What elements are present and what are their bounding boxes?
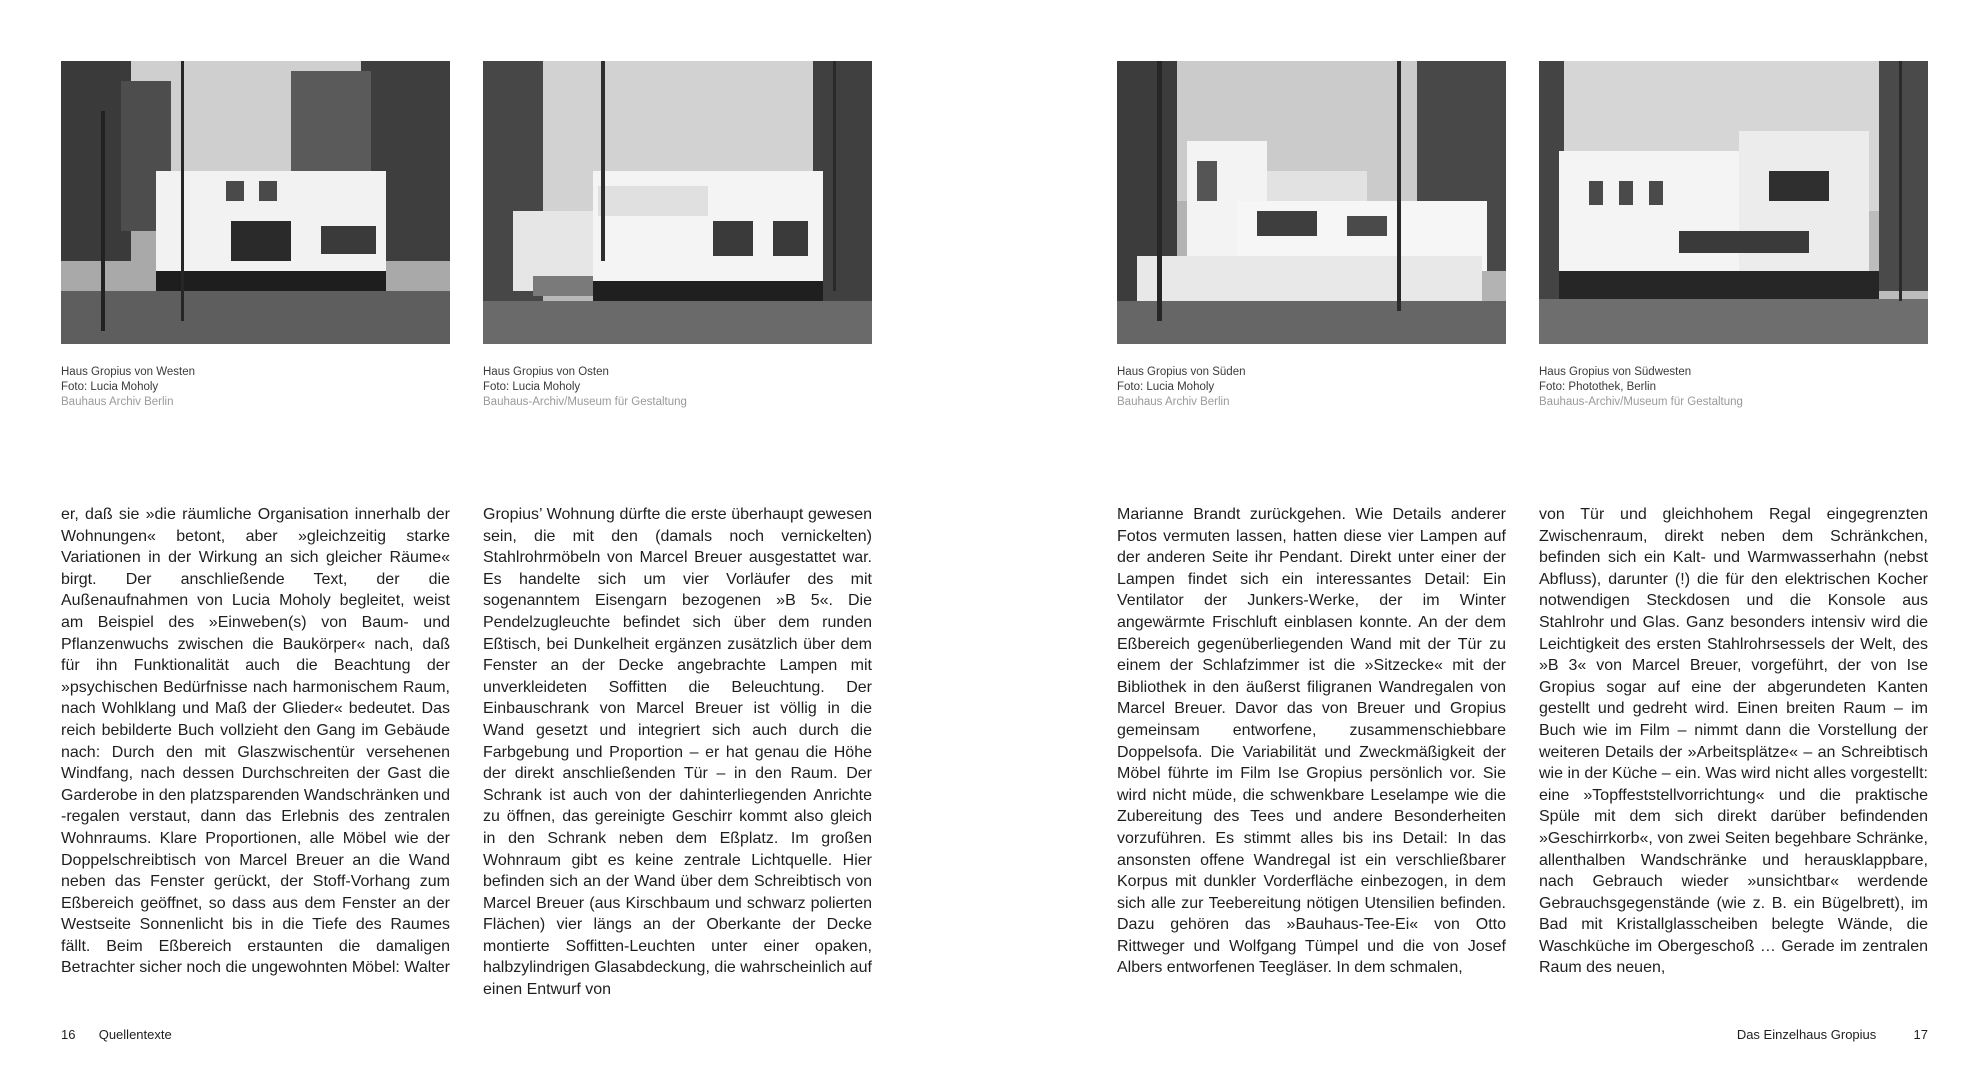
photo-house-west (61, 61, 450, 344)
running-section-title: Das Einzelhaus Gropius (1736, 1027, 1877, 1042)
caption-credit: Foto: Photothek, Berlin (1539, 381, 1656, 393)
caption-title: Haus Gropius von Osten (483, 366, 609, 378)
page-footer-right (1728, 1027, 1928, 1043)
page-number: 16 (61, 1027, 76, 1042)
photo-caption-south (1117, 365, 1506, 410)
photo-caption-southwest (1539, 365, 1928, 410)
photo-house-east (483, 61, 872, 344)
caption-title: Haus Gropius von Westen (61, 366, 196, 378)
caption-title: Haus Gropius von Süden (1117, 366, 1246, 378)
photo-caption-east (483, 365, 872, 410)
caption-title: Haus Gropius von Südwesten (1539, 366, 1692, 378)
caption-credit: Foto: Lucia Moholy (483, 381, 581, 393)
caption-archive: Bauhaus Archiv Berlin (61, 396, 174, 408)
caption-archive: Bauhaus-Archiv/Museum für Gestaltung (1539, 396, 1743, 408)
running-section-title: Quellentexte (98, 1027, 172, 1042)
caption-credit: Foto: Lucia Moholy (61, 381, 159, 393)
house-west-photo (61, 61, 450, 344)
page-footer-left (61, 1027, 172, 1043)
body-text-column-2: Gropius’ Wohnung dürfte die erste überhaupt gewesen sein, die mit den (damals noch vernickelten) Stahlrohrmöbeln von Marcel Breuer ausgestattet war. Es handelte sich um vier Vorläufer des mit sogenanntem Eisengarn bezogenen »B 5«. Die Pendelzugleuchte befindet sich über dem runden Eßtisch, bei Dunkelheit ergänzen zusätzlich über dem Fenster an der Decke angebrachte Lampen mit unverkleideten Soffitten die Beleuchtung. Der Einbauschrank von Marcel Breuer ist völlig in die Wand gesetzt und integriert sich auch durch die Farbgebung und Proportion – er hat genau die Höhe der direkt anschließenden Tür – in den Raum. Der Schrank ist auch von der dahinterliegenden Anrichte zu öffnen, das gereinigte Geschirr kommt also gleich in den Schrank neben dem Eßplatz. Im großen Wohnraum gibt es keine zentrale Lichtquelle. Hier befinden sich an der Wand über dem Schreibtisch von Marcel Breuer (aus Kirschbaum und schwarz polierten Flächen) vier längs an der Oberkante der Decke montierte Soffitten-Leuchten unter einer opaken, halbzylindrigen Glasabdeckung, die wahrscheinlich auf einen Entwurf von (483, 506, 872, 999)
photo-house-southwest (1539, 61, 1928, 344)
body-text-column-3: Marianne Brandt zurückgehen. Wie Details anderer Fotos vermuten lassen, hatten diese vier Lampen auf der anderen Seite ihr Pendant. Direkt unter einer der Lampen findet sich ein interessantes Detail: Ein Ventilator der Junkers-Werke, der im Winter angewärmte Frischluft einblasen konnte. An der dem Eßbereich gegenüberliegenden Wand mit der Tür zu einem der Schlafzimmer ist die »Sitzecke« mit der Bibliothek in den äußerst filigranen Wandregalen von Marcel Breuer. Davor das von Breuer und Gropius gemeinsam entworfene, zusammenschiebbare Doppelsofa. Die Variabilität und Zweckmäßigkeit der Möbel führte im Film Ise Gropius persönlich vor. Sie wird nicht müde, die schwenkbare Leselampe wie die Zubereitung des Tees und andere Besonderheiten vorzuführen. Es stimmt alles bis ins Detail: In das ansonsten offene Wandregal ist ein verschließbarer Korpus mit dunkler Vorderfläche einbezogen, in dem sich alle zur Teebereitung nötigen Utensilien befinden. Dazu gehören das »Bauhaus-Tee-Ei« von Otto Rittweger und Wolfgang Tümpel und die von Josef Albers entworfenen Teegläser. In dem schmalen, (1117, 506, 1506, 977)
body-text-column-1: er, daß sie »die räumliche Organisation innerhalb der Wohnungen« betont, aber »gleichzeitig starke Variationen in der Wirkung an sich gleicher Räume« birgt. Der anschließende Text, der die Außenaufnahmen von Lucia Moholy begleitet, weist am Beispiel des »Einweben(s) von Baum- und Pflanzenwuchs zwischen die Baukörper« nach, daß für ihn Funktionalität auch die Beachtung der »psychischen Bedürfnisse nach harmonischem Raum, nach Wohlklang und Maß der Glieder« bedeutet. Das reich bebilderte Buch vollzieht den Gang im Gebäude nach: Durch den mit Glaszwischentür versehenen Windfang, nach dessen Durchschreiten der Gast die Garderobe in den platzsparenden Wandschränken und -regalen verstaut, dann das Erlebnis des zentralen Wohnraums. Klare Proportionen, alle Möbel wie der Doppelschreibtisch von Marcel Breuer an die Wand neben das Fenster gerückt, der Stoff-Vorhang zum Eßbereich geöffnet, so dass aus dem Fenster an der Westseite Sonnenlicht bis in die Tiefe des Raumes fällt. Beim Eßbereich erstaunten die damaligen Betrachter sicher noch die ungewohnten Möbel: Walter (61, 506, 450, 977)
caption-credit: Foto: Lucia Moholy (1117, 381, 1215, 393)
photo-caption-west (61, 365, 450, 410)
house-southwest-photo (1539, 61, 1928, 344)
caption-archive: Bauhaus Archiv Berlin (1117, 396, 1230, 408)
house-east-photo (483, 61, 872, 344)
body-text-column-4: von Tür und gleichhohem Regal eingegrenzten Zwischenraum, direkt neben dem Schränkchen, befinden sich ein Kalt- und Warmwasserhahn (nebst Abfluss), darunter (!) die für den elektrischen Kocher notwendigen Steckdosen und die Konsole aus Stahlrohr und Glas. Ganz besonders intensiv wird die Leichtigkeit des ersten Stahlrohrsessels der Welt, des »B 3« von Marcel Breuer, vorgeführt, der von Ise Gropius sogar auf eine der abgerundeten Kanten gestellt und gedreht wird. Einen breiten Raum – im Buch wie im Film – nimmt dann die Vorstellung der weiteren Details der »Arbeitsplätze« – an Schreibtisch wie in der Küche – ein. Was wird nicht alles vorgestellt: eine »Topffeststellvorrichtung« und die praktische Spüle mit dem sich direkt darüber befindenden »Geschirrkorb«, von zwei Seiten begehbare Schränke, allenthalben Wandschränke und herausklappbare, nach Gebrauch wieder »unsichtbar« werdende Gebrauchsgegenstände (wie z. B. ein Bügelbrett), im Bad mit Kristallglasscheiben belegte Wände, die Waschküche im Obergeschoß … Gerade im zentralen Raum des neuen, (1539, 506, 1928, 977)
house-south-photo (1117, 61, 1506, 344)
caption-archive: Bauhaus-Archiv/Museum für Gestaltung (483, 396, 687, 408)
page-number: 17 (1913, 1027, 1928, 1042)
photo-house-south (1117, 61, 1506, 344)
